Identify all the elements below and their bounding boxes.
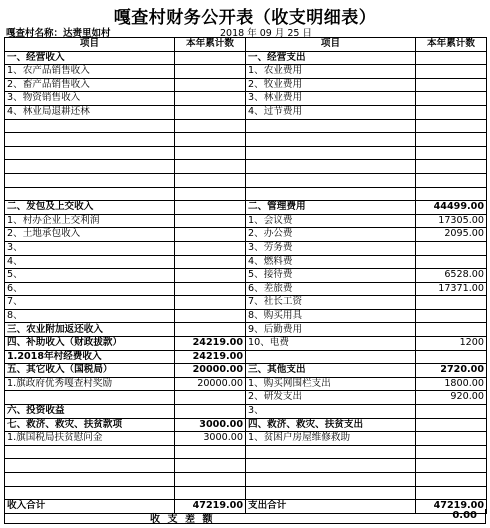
table-row (5, 391, 487, 405)
income-item (5, 173, 175, 187)
expense-amount (416, 51, 487, 65)
table-subheader (4, 25, 484, 37)
income-item: 4、林业局退耕还林 (5, 105, 175, 119)
expense-amount (416, 78, 487, 92)
table-row (5, 432, 487, 446)
expense-item: 3、 (246, 405, 416, 419)
income-item: 8、 (5, 309, 175, 323)
income-item: 5、 (5, 269, 175, 283)
table-row (5, 282, 487, 296)
income-amount (175, 201, 246, 215)
expense-amount: 44499.00 (416, 201, 487, 215)
table-row (5, 241, 487, 255)
expense-amount: 1800.00 (416, 377, 487, 391)
income-item: 六、投资收益 (5, 405, 175, 419)
expense-amount (416, 296, 487, 310)
report-date: 2018 年 09 月 25 日 (220, 28, 312, 39)
expense-item: 三、其他支出 (246, 364, 416, 378)
table-row (5, 214, 487, 228)
income-amount (175, 78, 246, 92)
expense-amount (416, 65, 487, 79)
income-amount (175, 51, 246, 65)
table-row (5, 201, 487, 215)
income-item (5, 459, 175, 473)
expense-item: 7、社长工资 (246, 296, 416, 310)
expense-amount: 920.00 (416, 391, 487, 405)
expense-item (246, 459, 416, 473)
income-amount: 47219.00 (175, 500, 246, 514)
table-row (5, 65, 487, 79)
income-amount (175, 391, 246, 405)
income-amount (175, 146, 246, 160)
expense-amount (416, 486, 487, 500)
expense-item: 3、劳务费 (246, 241, 416, 255)
expense-item (246, 445, 416, 459)
table-row (5, 105, 487, 119)
expense-item (246, 350, 416, 364)
income-amount (175, 255, 246, 269)
table-row (5, 133, 487, 147)
income-amount (175, 486, 246, 500)
income-item: 7、 (5, 296, 175, 310)
table-row (5, 364, 487, 378)
expense-item (246, 473, 416, 487)
table-row (5, 78, 487, 92)
expense-amount (416, 92, 487, 106)
income-amount (175, 119, 246, 133)
expense-amount (416, 432, 487, 446)
expense-item (246, 486, 416, 500)
table-row (5, 459, 487, 473)
balance-value: 0.00 (452, 510, 477, 521)
expense-amount (416, 405, 487, 419)
income-item: 4、 (5, 255, 175, 269)
table-row (5, 445, 487, 459)
expense-item (246, 133, 416, 147)
income-item: 3、物资销售收入 (5, 92, 175, 106)
expense-amount (416, 187, 487, 201)
income-amount: 20000.00 (175, 364, 246, 378)
expense-item: 1、会议费 (246, 214, 416, 228)
expense-amount (416, 445, 487, 459)
expense-amount: 2720.00 (416, 364, 487, 378)
finance-table (4, 37, 487, 514)
expense-amount (416, 105, 487, 119)
income-item (5, 486, 175, 500)
table-row (5, 309, 487, 323)
expense-item: 3、林业费用 (246, 92, 416, 106)
expense-item: 6、差旅费 (246, 282, 416, 296)
column-header-item: 项目 (246, 38, 416, 52)
expense-item: 10、电费 (246, 337, 416, 351)
income-amount (175, 214, 246, 228)
table-row (5, 255, 487, 269)
expense-amount: 1200 (416, 337, 487, 351)
table-row (5, 269, 487, 283)
table-row (5, 296, 487, 310)
expense-amount (416, 255, 487, 269)
income-amount (175, 445, 246, 459)
income-amount (175, 405, 246, 419)
expense-amount (416, 309, 487, 323)
income-item (5, 473, 175, 487)
expense-amount (416, 418, 487, 432)
table-row (5, 51, 487, 65)
income-amount (175, 241, 246, 255)
income-amount (175, 269, 246, 283)
income-amount (175, 160, 246, 174)
income-item (5, 445, 175, 459)
income-item: 2、畜产品销售收入 (5, 78, 175, 92)
expense-amount: 6528.00 (416, 269, 487, 283)
income-item: 二、发包及上交收入 (5, 201, 175, 215)
income-item: 四、补助收入（财政拔款） (5, 337, 175, 351)
expense-item: 一、经营支出 (246, 51, 416, 65)
income-amount (175, 228, 246, 242)
expense-amount (416, 241, 487, 255)
table-row (5, 337, 487, 351)
expense-amount (416, 350, 487, 364)
expense-amount: 2095.00 (416, 228, 487, 242)
table-row (5, 146, 487, 160)
expense-item: 4、过节费用 (246, 105, 416, 119)
income-item (5, 119, 175, 133)
expense-item (246, 160, 416, 174)
income-amount: 3000.00 (175, 418, 246, 432)
expense-item (246, 173, 416, 187)
income-amount (175, 473, 246, 487)
income-item: 1.旗国税局扶贫慰问金 (5, 432, 175, 446)
income-amount: 3000.00 (175, 432, 246, 446)
expense-amount: 47219.00 (416, 500, 487, 514)
table-row (5, 473, 487, 487)
income-amount (175, 296, 246, 310)
income-amount: 24219.00 (175, 350, 246, 364)
village-name: 嘎查村名称：达赉里如村 (6, 28, 111, 39)
expense-amount (416, 160, 487, 174)
table-row (5, 486, 487, 500)
expense-item: 1、贫困户房屋维修救助 (246, 432, 416, 446)
income-amount (175, 92, 246, 106)
table-row (5, 173, 487, 187)
income-amount (175, 187, 246, 201)
income-item: 3、 (5, 241, 175, 255)
income-item (5, 391, 175, 405)
column-header-item: 项目 (5, 38, 175, 52)
income-item: 1.旗政府优秀嘎查村奖励 (5, 377, 175, 391)
income-item: 收入合计 (5, 500, 175, 514)
income-item (5, 187, 175, 201)
table-row (5, 377, 487, 391)
expense-item: 2、牧业费用 (246, 78, 416, 92)
income-item: 五、其它收入（国税局） (5, 364, 175, 378)
income-amount: 24219.00 (175, 337, 246, 351)
expense-item: 2、研发支出 (246, 391, 416, 405)
table-row (5, 228, 487, 242)
expense-item: 9、后勤费用 (246, 323, 416, 337)
table-row (5, 350, 487, 364)
income-item: 三、农业附加返还收入 (5, 323, 175, 337)
page-title: 嘎查村财务公开表（收支明细表） (113, 8, 377, 28)
expense-amount (416, 119, 487, 133)
expense-amount (416, 133, 487, 147)
income-amount (175, 323, 246, 337)
expense-amount: 17371.00 (416, 282, 487, 296)
column-header-amount: 本年累计数 (416, 38, 487, 52)
income-amount (175, 133, 246, 147)
income-item: 6、 (5, 282, 175, 296)
income-amount (175, 282, 246, 296)
income-item: 1、村办企业上交利润 (5, 214, 175, 228)
column-header-amount: 本年累计数 (175, 38, 246, 52)
table-row (5, 92, 487, 106)
expense-amount (416, 473, 487, 487)
income-item: 七、救济、救灾、扶贫款项 (5, 418, 175, 432)
table-row (5, 323, 487, 337)
expense-item: 四、救济、救灾、扶贫支出 (246, 418, 416, 432)
income-amount (175, 173, 246, 187)
expense-amount (416, 459, 487, 473)
table-row (5, 160, 487, 174)
expense-item: 2、办公费 (246, 228, 416, 242)
table-row (5, 187, 487, 201)
income-item: 2、土地承包收入 (5, 228, 175, 242)
table-row (5, 418, 487, 432)
expense-item: 1、农业费用 (246, 65, 416, 79)
expense-item (246, 119, 416, 133)
expense-item: 1、购买网围栏支出 (246, 377, 416, 391)
expense-amount (416, 323, 487, 337)
expense-amount: 17305.00 (416, 214, 487, 228)
income-item: 一、经营收入 (5, 51, 175, 65)
income-amount (175, 65, 246, 79)
header-row (5, 38, 487, 52)
balance-row (4, 509, 486, 524)
income-amount: 20000.00 (175, 377, 246, 391)
income-item (5, 146, 175, 160)
expense-item: 5、接待费 (246, 269, 416, 283)
income-item: 1.2018年村经费收入 (5, 350, 175, 364)
income-item (5, 133, 175, 147)
expense-amount (416, 173, 487, 187)
income-item: 1、农产品销售收入 (5, 65, 175, 79)
table-row (5, 405, 487, 419)
income-amount (175, 105, 246, 119)
expense-item: 二、管理费用 (246, 201, 416, 215)
balance-label: 收 支 差 额 (150, 514, 215, 525)
income-amount (175, 459, 246, 473)
income-amount (175, 309, 246, 323)
expense-item: 4、燃料费 (246, 255, 416, 269)
expense-item: 支出合计 (246, 500, 416, 514)
expense-amount (416, 146, 487, 160)
income-item (5, 160, 175, 174)
table-row (5, 119, 487, 133)
expense-item (246, 146, 416, 160)
expense-item (246, 187, 416, 201)
expense-item: 8、购买用具 (246, 309, 416, 323)
